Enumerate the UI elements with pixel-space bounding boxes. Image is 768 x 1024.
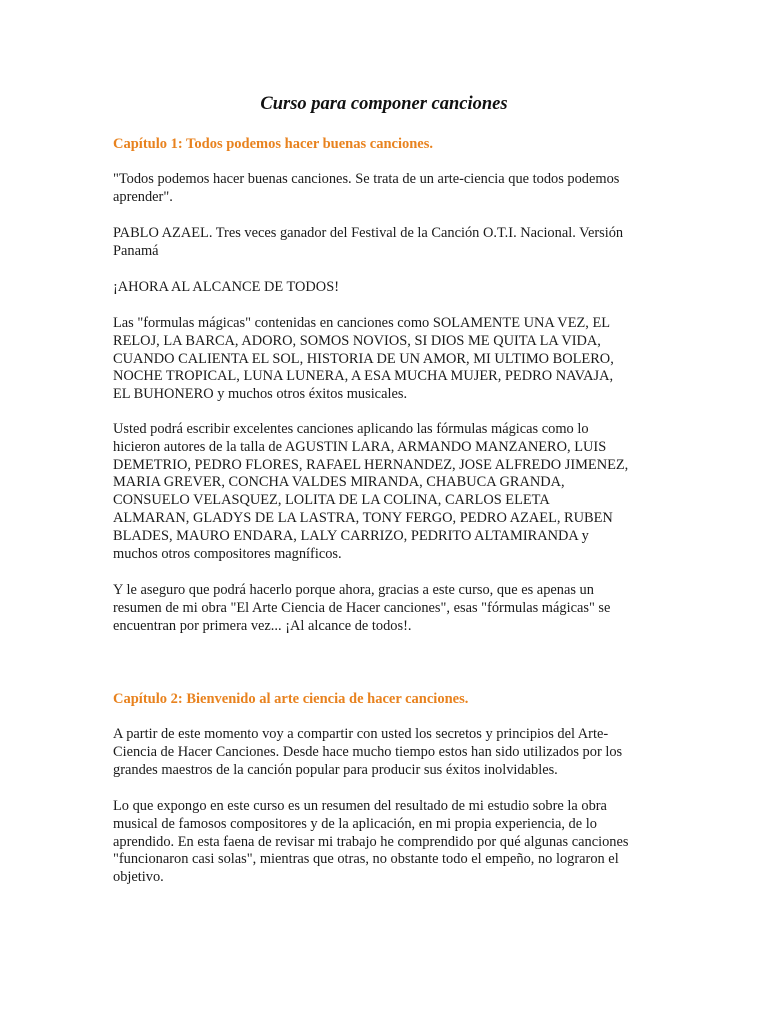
- chapter-2-heading: Capítulo 2: Bienvenido al arte ciencia de hacer canciones.: [113, 691, 469, 707]
- quote-line: aprender".: [113, 188, 173, 205]
- summary-line: "funcionaron casi solas", mientras que otras, no obstante todo el empeño, no lograron el: [113, 851, 619, 868]
- summary-paragraph: [113, 798, 661, 887]
- authors-line: CONSUELO VELASQUEZ, LOLITA DE LA COLINA, CARLOS ELETA: [113, 492, 550, 509]
- authors-line: MARIA GREVER, CONCHA VALDES MIRANDA, CHABUCA GRANDA,: [113, 474, 565, 491]
- formulas-line: CUANDO CALIENTA EL SOL, HISTORIA DE UN AMOR, MI ULTIMO BOLERO,: [113, 350, 614, 367]
- formulas-line: EL BUHONERO y muchos otros éxitos musicales.: [113, 386, 408, 403]
- slogan-paragraph: [113, 279, 661, 297]
- intro-line: Ciencia de Hacer Canciones. Desde hace mucho tiempo estos han sido utilizados por los: [113, 743, 623, 760]
- author-paragraph: [113, 225, 661, 261]
- authors-line: BLADES, MAURO ENDARA, LALY CARRIZO, PEDRITO ALTAMIRANDA y: [113, 527, 589, 544]
- authors-line: Usted podrá escribir excelentes canciones aplicando las fórmulas mágicas como lo: [113, 421, 589, 437]
- intro-paragraph: [113, 726, 661, 779]
- summary-line: Lo que expongo en este curso es un resumen del resultado de mi estudio sobre la obra: [113, 798, 607, 814]
- authors-line: DEMETRIO, PEDRO FLORES, RAFAEL HERNANDEZ, JOSE ALFREDO JIMENEZ,: [113, 456, 629, 473]
- summary-line: objetivo.: [113, 869, 164, 886]
- formulas-line: Las "formulas mágicas" contenidas en canciones como SOLAMENTE UNA VEZ, EL: [113, 315, 611, 331]
- promise-line: resumen de mi obra "El Arte Ciencia de Hacer canciones", esas "fórmulas mágicas" se: [113, 599, 611, 616]
- intro-line: A partir de este momento voy a compartir con usted los secretos y principios del Arte-: [113, 726, 609, 742]
- slogan-line: ¡AHORA AL ALCANCE DE TODOS!: [113, 279, 339, 295]
- promise-line: encuentran por primera vez... ¡Al alcance de todos!.: [113, 617, 412, 634]
- intro-line: grandes maestros de la canción popular para producir sus éxitos inolvidables.: [113, 761, 558, 778]
- formulas-paragraph: [113, 315, 661, 404]
- document-title: Curso para componer canciones: [260, 94, 508, 114]
- author-line: Panamá: [113, 242, 159, 259]
- quote-paragraph: [113, 171, 661, 207]
- chapter-1-heading: Capítulo 1: Todos podemos hacer buenas canciones.: [113, 136, 433, 152]
- summary-line: aprendido. En esta faena de revisar mi trabajo he comprendido por qué algunas canciones: [113, 833, 629, 850]
- promise-line: Y le aseguro que podrá hacerlo porque ahora, gracias a este curso, que es apenas un: [113, 582, 594, 598]
- authors-paragraph: [113, 421, 661, 563]
- quote-line: "Todos podemos hacer buenas canciones. Se trata de un arte-ciencia que todos podemos: [113, 171, 620, 187]
- promise-paragraph: [113, 582, 661, 635]
- author-line: PABLO AZAEL. Tres veces ganador del Festival de la Canción O.T.I. Nacional. Versión: [113, 225, 624, 241]
- formulas-line: RELOJ, LA BARCA, ADORO, SOMOS NOVIOS, SI DIOS ME QUITA LA VIDA,: [113, 332, 601, 349]
- authors-line: hicieron autores de la talla de AGUSTIN LARA, ARMANDO MANZANERO, LUIS: [113, 438, 607, 455]
- formulas-line: NOCHE TROPICAL, LUNA LUNERA, A ESA MUCHA MUJER, PEDRO NAVAJA,: [113, 368, 614, 385]
- authors-line: ALMARAN, GLADYS DE LA LASTRA, TONY FERGO, PEDRO AZAEL, RUBEN: [113, 509, 613, 526]
- summary-line: musical de famosos compositores y de la aplicación, en mi propia experiencia, de lo: [113, 815, 597, 832]
- authors-line: muchos otros compositores magníficos.: [113, 545, 342, 562]
